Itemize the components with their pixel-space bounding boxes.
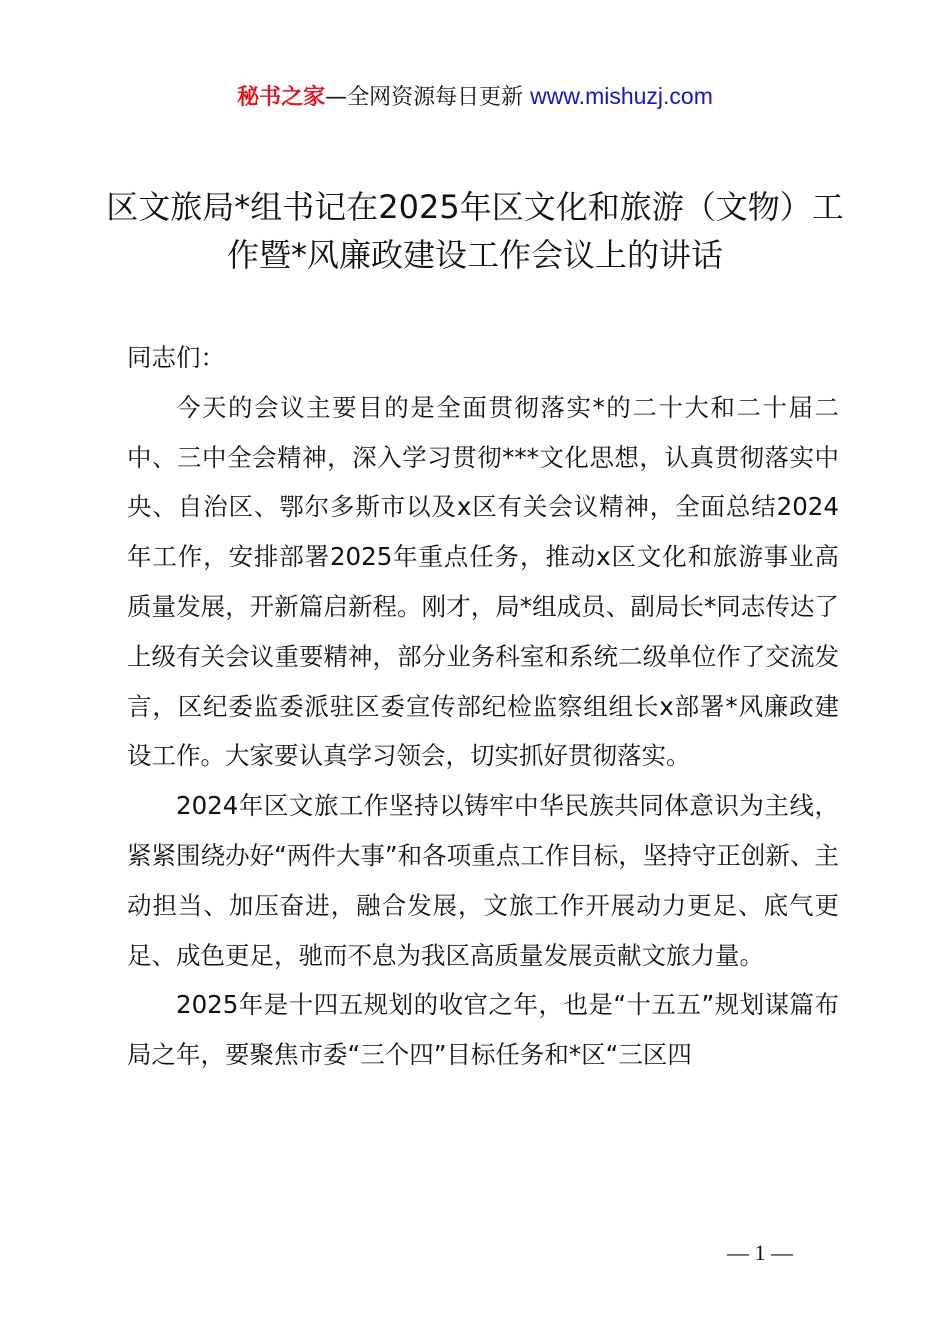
site-header xyxy=(0,80,950,114)
body-paragraph: 今天的会议主要目的是全面贯彻落实*的二十大和二十届二中、三中全会精神，深入学习贯彻***文化思想，认真贯彻落实中央、自治区、鄂尔多斯市以及x区有关会议精神，全面总结2024年工作，安排部署2025年重点任务，推动x区文化和旅游事业高质量发展，开新篇启新程。刚才，局*组成员、副局长*同志传达了上级有关会议重要精神，部分业务科室和系统二级单位作了交流发言，区纪委监委派驻区委宣传部纪检监察组组长x部署*风廉政建设工作。大家要认真学习领会，切实抓好贯彻落实。 xyxy=(127,392,839,771)
salutation: 同志们： xyxy=(127,343,225,372)
body-paragraph: 2025年是十四五规划的收官之年，也是“十五五”规划谋篇布局之年，要聚焦市委“三个四”目标任务和*区“三区四 xyxy=(127,990,839,1070)
page-number: — 1 — xyxy=(727,1240,793,1265)
brand-name: 秘书之家 xyxy=(237,85,326,110)
body-paragraph: 2024年区文旅工作坚持以铸牢中华民族共同体意识为主线，紧紧围绕办好“两件大事”和各项重点工作目标，坚持守正创新、主动担当、加压奋进，融合发展，文旅工作开展动力更足、底气更足、成色更足，驰而不息为我区高质量发展贡献文旅力量。 xyxy=(127,791,839,970)
document-title: 区文旅局*组书记在2025年区文化和旅游（文物）工作暨*风廉政建设工作会议上的讲话 xyxy=(106,188,844,274)
site-url-link[interactable]: www.mishuzj.com xyxy=(530,83,713,109)
document-body xyxy=(127,333,839,1080)
header-tagline: —全网资源每日更新 xyxy=(325,85,524,110)
